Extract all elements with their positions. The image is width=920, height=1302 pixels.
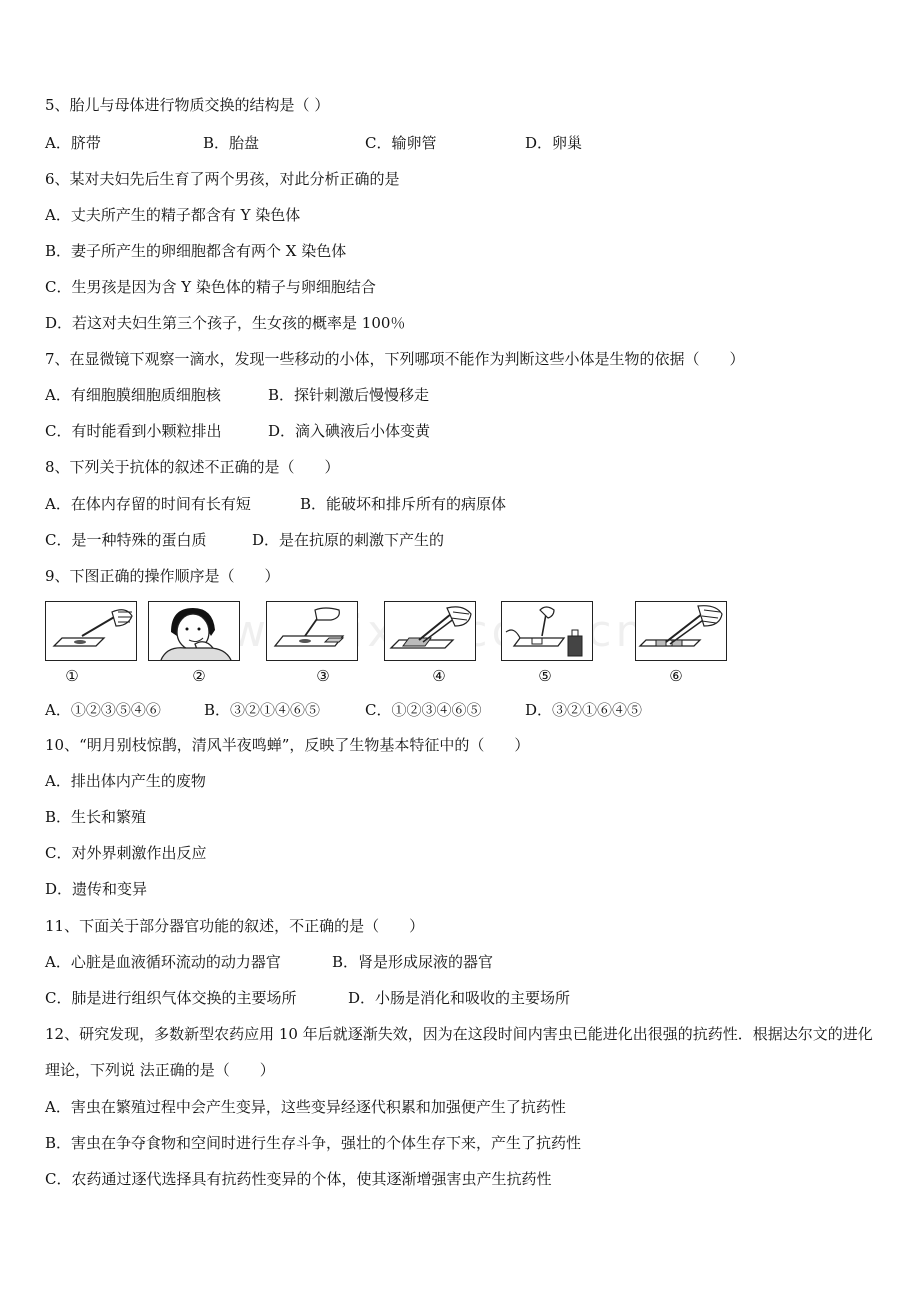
figure-label-1: ① xyxy=(65,667,79,685)
figure-label-4: ④ xyxy=(432,667,446,685)
q7-option-d[interactable]: D．滴入碘液后小体变黄 xyxy=(268,422,431,440)
question-12-stem: 12、研究发现，多数新型农药应用 10 年后就逐渐失效，因为在这段时间内害虫已能进化出很强的抗药性．根据达尔文的进化理论，下列说 法正确的是（ ） xyxy=(45,1025,873,1079)
question-10-stem: 10、“明月别枝惊鹊，清风半夜鸣蝉”，反映了生物基本特征中的（ ） xyxy=(45,736,530,754)
q9-option-d[interactable]: D．③②①⑥④⑤ xyxy=(525,701,643,719)
question-7-stem: 7、在显微镜下观察一滴水，发现一些移动的小体，下列哪项不能作为判断这些小体是生物的依据（ ） xyxy=(45,350,745,368)
q12-option-a[interactable]: A．害虫在繁殖过程中会产生变异，这些变异经逐代积累和加强便产生了抗药性 xyxy=(45,1098,566,1116)
q11-option-a[interactable]: A．心脏是血液循环流动的动力器官 xyxy=(45,953,281,971)
figure-label-6: ⑥ xyxy=(669,667,683,685)
q6-option-c[interactable]: C．生男孩是因为含 Y 染色体的精子与卵细胞结合 xyxy=(45,278,376,296)
q8-option-c[interactable]: C．是一种特殊的蛋白质 xyxy=(45,531,207,549)
q10-option-b[interactable]: B．生长和繁殖 xyxy=(45,808,147,826)
q9-option-b[interactable]: B．③②①④⑥⑤ xyxy=(204,701,321,719)
q5-option-d[interactable]: D．卵巢 xyxy=(525,134,583,152)
q5-option-b[interactable]: B．胎盘 xyxy=(203,134,260,152)
q10-option-d[interactable]: D．遗传和变异 xyxy=(45,880,148,898)
q12-option-c[interactable]: C．农药通过逐代选择具有抗药性变异的个体，使其逐渐增强害虫产生抗药性 xyxy=(45,1170,552,1188)
q9-option-a[interactable]: A．①②③⑤④⑥ xyxy=(45,701,161,719)
question-6-stem: 6、某对夫妇先后生育了两个男孩，对此分析正确的是 xyxy=(45,170,400,188)
procedure-figure-5 xyxy=(501,601,593,661)
q11-option-c[interactable]: C．肺是进行组织气体交换的主要场所 xyxy=(45,989,297,1007)
figure-label-5: ⑤ xyxy=(538,667,552,685)
q5-option-a[interactable]: A．脐带 xyxy=(45,134,101,152)
q6-option-a[interactable]: A．丈夫所产生的精子都含有 Y 染色体 xyxy=(45,206,301,224)
q11-option-d[interactable]: D．小肠是消化和吸收的主要场所 xyxy=(348,989,571,1007)
figure-label-3: ③ xyxy=(316,667,330,685)
q7-option-a[interactable]: A．有细胞膜细胞质细胞核 xyxy=(45,386,221,404)
question-11-stem: 11、下面关于部分器官功能的叙述，不正确的是（ ） xyxy=(45,917,425,935)
q10-option-c[interactable]: C．对外界刺激作出反应 xyxy=(45,844,207,862)
procedure-figure-4 xyxy=(384,601,476,661)
q7-option-c[interactable]: C．有时能看到小颗粒排出 xyxy=(45,422,222,440)
q6-option-b[interactable]: B．妻子所产生的卵细胞都含有两个 X 染色体 xyxy=(45,242,347,260)
q6-option-d[interactable]: D．若这对夫妇生第三个孩子，生女孩的概率是 100％ xyxy=(45,314,406,332)
procedure-figure-2 xyxy=(148,601,240,661)
procedure-figure-6 xyxy=(635,601,727,661)
q7-option-b[interactable]: B．探针刺激后慢慢移走 xyxy=(268,386,430,404)
q9-option-c[interactable]: C．①②③④⑥⑤ xyxy=(365,701,482,719)
q12-option-b[interactable]: B．害虫在争夺食物和空间时进行生存斗争，强壮的个体生存下来，产生了抗药性 xyxy=(45,1134,582,1152)
procedure-figure-3 xyxy=(266,601,358,661)
q11-option-b[interactable]: B．肾是形成尿液的器官 xyxy=(332,953,494,971)
q8-option-d[interactable]: D．是在抗原的刺激下产生的 xyxy=(252,531,445,549)
figure-label-2: ② xyxy=(192,667,206,685)
question-9-stem: 9、下图正确的操作顺序是（ ） xyxy=(45,567,280,585)
procedure-figure-1 xyxy=(45,601,137,661)
question-8-stem: 8、下列关于抗体的叙述不正确的是（ ） xyxy=(45,458,340,476)
q8-option-b[interactable]: B．能破坏和排斥所有的病原体 xyxy=(300,495,507,513)
q5-option-c[interactable]: C．输卵管 xyxy=(365,134,437,152)
q8-option-a[interactable]: A．在体内存留的时间有长有短 xyxy=(45,495,251,513)
question-5-stem: 5、胎儿与母体进行物质交换的结构是（ ） xyxy=(45,96,330,114)
q10-option-a[interactable]: A．排出体内产生的废物 xyxy=(45,772,206,790)
